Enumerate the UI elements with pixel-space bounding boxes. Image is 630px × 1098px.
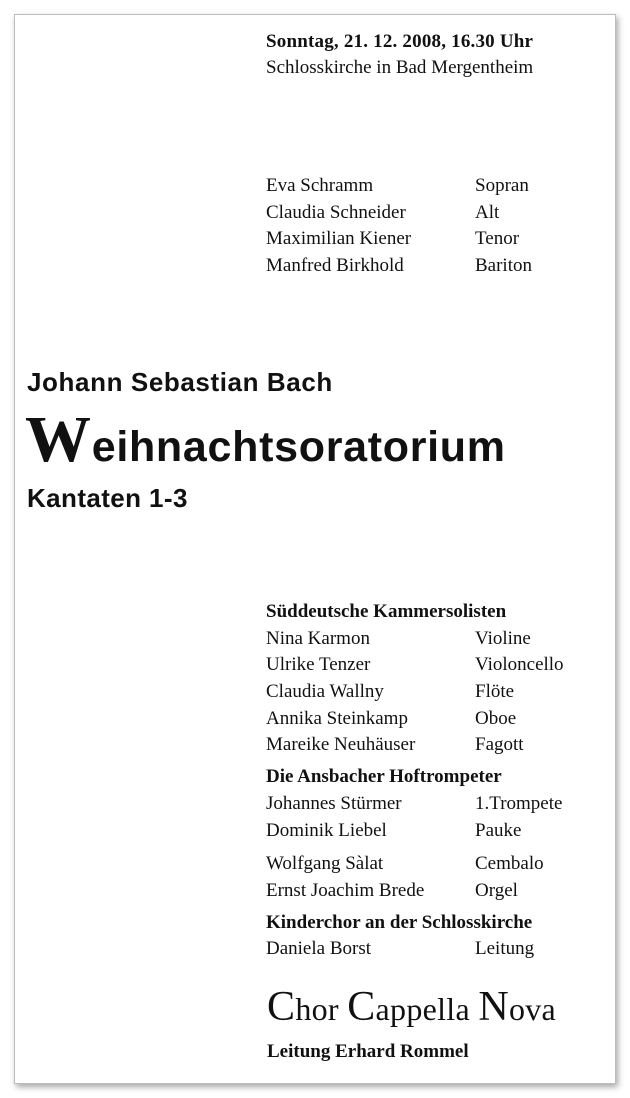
choir-name <box>267 983 556 1031</box>
member-role: Leitung <box>475 938 535 960</box>
soloist-voice: Tenor <box>475 228 520 250</box>
work-title <box>25 403 506 480</box>
member-name: Dominik Liebel <box>266 819 387 841</box>
event-venue: Schlosskirche in Bad Mergentheim <box>266 57 534 78</box>
member-instrument: Flöte <box>475 681 515 703</box>
member-name: Claudia Wallny <box>266 681 384 703</box>
member-name: Ulrike Tenzer <box>266 654 371 676</box>
brass-member-row <box>266 792 563 820</box>
member-name: Mareike Neuhäuser <box>266 734 416 756</box>
member-instrument: Orgel <box>475 879 518 901</box>
member-instrument: Oboe <box>475 707 517 729</box>
work-title-rest: eihnachtsoratorium <box>91 423 506 471</box>
work-subtitle: Kantaten 1-3 <box>27 483 188 513</box>
member-name: Ernst Joachim Brede <box>266 879 425 901</box>
performers-list <box>266 601 564 965</box>
member-name: Nina Karmon <box>266 627 370 649</box>
ensemble-member-row <box>266 654 564 681</box>
work-title-initial: W <box>25 403 92 476</box>
choir-name-part: ova <box>508 991 557 1027</box>
soloist-name: Eva Schramm <box>266 175 374 196</box>
member-name: Daniela Borst <box>266 938 372 960</box>
concert-program-card <box>14 14 616 1084</box>
choir-name-part: appella <box>375 991 479 1027</box>
ensemble-member-row <box>266 681 532 708</box>
member-instrument: Cembalo <box>475 853 544 875</box>
soloist-voice: Sopran <box>475 175 529 196</box>
member-instrument: Violoncello <box>475 654 564 676</box>
ensemble-member-row <box>266 628 532 655</box>
composer-name: Johann Sebastian Bach <box>27 367 333 397</box>
brass-member-row <box>266 820 532 847</box>
ensemble-member-row <box>266 734 532 761</box>
choir-leader: Leitung Erhard Rommel <box>267 1041 469 1062</box>
member-instrument: Fagott <box>475 734 524 756</box>
soloist-voice: Bariton <box>475 255 532 277</box>
ensemble-heading: Süddeutsche Kammersolisten <box>266 601 507 622</box>
choir-name-initial: C <box>267 984 296 1030</box>
soloist-name: Manfred Birkhold <box>266 255 404 277</box>
member-instrument: Pauke <box>475 819 522 841</box>
ensemble-member-row <box>266 708 532 735</box>
soloist-name: Claudia Schneider <box>266 201 406 223</box>
member-instrument: Violine <box>475 627 531 649</box>
children-choir-heading: Kinderchor an der Schlosskirche <box>266 911 533 933</box>
continuo-member-row <box>266 853 544 880</box>
continuo-member-row <box>266 880 532 907</box>
event-date-time: Sonntag, 21. 12. 2008, 16.30 Uhr <box>266 31 534 52</box>
member-name: Johannes Stürmer <box>266 792 402 814</box>
choir-name-initial: N <box>478 984 509 1030</box>
member-name: Annika Steinkamp <box>266 707 408 729</box>
choir-name-part: hor <box>295 991 348 1027</box>
member-name: Wolfgang Sàlat <box>266 853 384 875</box>
soloist-name: Maximilian Kiener <box>266 228 412 250</box>
children-choir-member-row <box>266 938 535 965</box>
choir-name-initial: C <box>347 984 376 1030</box>
soloist-voice: Alt <box>475 201 500 223</box>
member-instrument: 1.Trompete <box>475 792 563 814</box>
brass-heading: Die Ansbacher Hoftrompeter <box>266 766 502 788</box>
